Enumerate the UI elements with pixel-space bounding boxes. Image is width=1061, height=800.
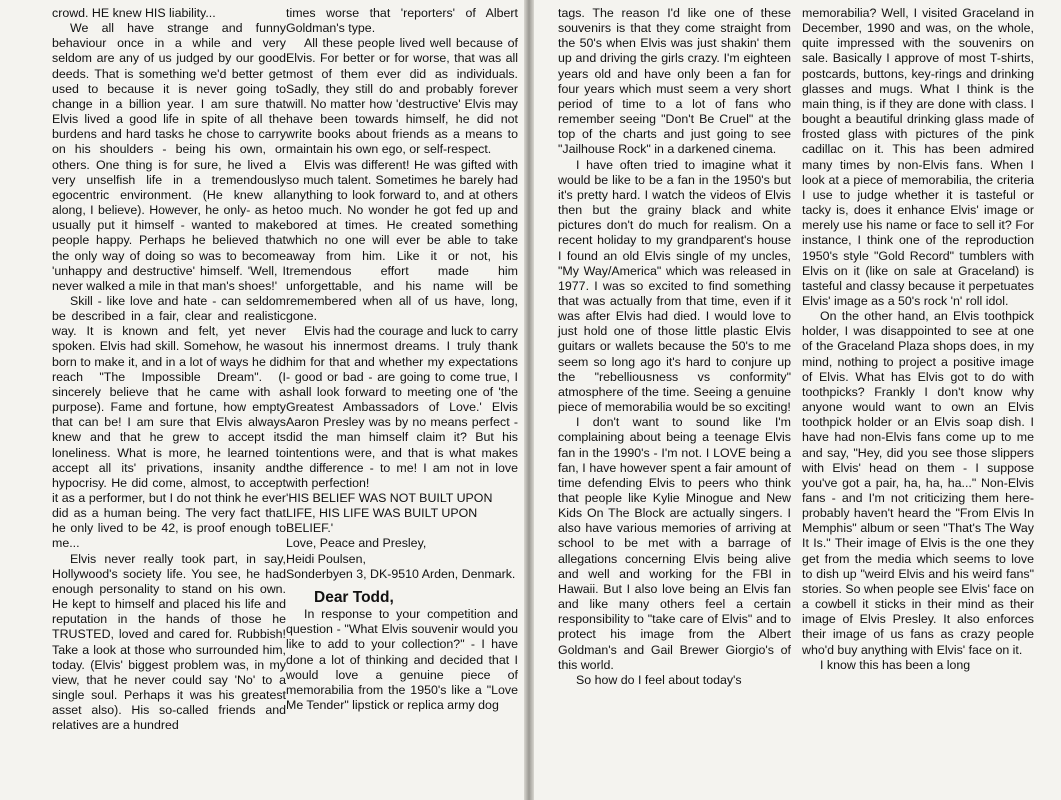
paragraph: Elvis had the courage and luck to carry out his innermost dreams. I truly thank him for that and whether my expectations - good or bad - are going to come true, I shall look forward to meeting one of 'the Greatest Ambassadors of Love.' Elvis Aaron Presley was by no means perfect - did the man himself claim it? But his intentions were, and that is what makes the difference - to me! I am not in love with perfection! — [286, 324, 518, 490]
paragraph: memorabilia? Well, I visited Graceland in December, 1990 and was, on the whole, quite impressed with the souvenirs on sale. Basically I approve of most T-shirts, postcards, buttons, key-rings and drinking glasses and mugs. What I think is the main thing, is if they are done with class. I bought a beautiful drinking glass made of frosted glass with pictures of the pink cadillac on it. This has been admired many times by non-Elvis fans. When I look at a piece of memorabilia, the criteria I use to judge whether it is tasteful or tacky is, does it enhance Elvis' image or merely use his name or face to sell it? For instance, I think one of the reproduction 1950's style "Gold Record" tumblers with Elvis on it (like on sale at Graceland) is tasteful and classy because it perpetuates Elvis' image as a 50's rock 'n' roll idol. — [802, 6, 1034, 308]
paragraph: All these people lived well because of Elvis. For better or for worse, that was all most of them ever did as individuals. Sadly, they still do and probably forever will. No matter how 'destructive' Elvis may have been towards himself, he did not write books about friends as a means to maintain his own ego, or self-respect. — [286, 36, 518, 157]
paragraph: tags. The reason I'd like one of these souvenirs is that they come straight from the 50's when Elvis was just shakin' them up and driving the girls crazy. I'm eighteen years old and have only been a fan for four years which must seem a very short period of time to a lot of fans who remember seeing "Don't Be Cruel" at the top of the charts and just going to see "Jailhouse Rock" in a darkened cinema. — [558, 6, 791, 157]
letter-name: Heidi Poulsen, — [286, 551, 366, 566]
page-gutter — [524, 0, 534, 800]
paragraph: In response to your competition and question - "What Elvis souvenir would you like to add to your collection?" - I have done a lot of thinking and decided that I would love a genuine piece of memorabilia from the 1950's like a "Love Me Tender" lipstick or replica army dog — [286, 607, 518, 713]
paragraph: We all have strange and funny behaviour once in a while and very seldom are any of us judged by our good deeds. That is something we'd better get used to because it is never going to change in a billion year. I am sure that Elvis lived a good life in spite of all the burdens and hard tasks he chose to carry on his shoulders - being his own, or others. One thing is for sure, he lived a very unselfish life in a tremendously egocentric environment. (He knew all along, I believe). However, he only- as he usually put it himself - wanted to make people happy. Perhaps he believed that the only way of doing so was to become 'unhappy and destructive' himself. 'Well, I never walked a mile in that man's shoes!' — [52, 21, 286, 293]
column-3 — [558, 6, 791, 688]
right-page — [534, 0, 1061, 800]
letter-signoff: Love, Peace and Presley, — [286, 536, 427, 551]
paragraph: Skill - like love and hate - can seldom be described in a fair, clear and realistic way. It is known and felt, yet never spoken. Elvis had skill. Somehow, he was born to make it, and in a lot of ways he did reach "The Impossible Dream". (I sincerely believe that he came with a purpose). Fame and fortune, how empty that can be! I am sure that Elvis always knew and that he grew to accept its loneliness. What is more, he learned to accept all its' privations, insanity and hypocrisy. He did come, almost, to accept it as a performer, but I do not think he ever did as a human being. The very fact that he only lived to be 42, is proof enough to me... — [52, 293, 286, 551]
letter-address: Sonderbyen 3, DK-9510 Arden, Denmark. — [286, 566, 516, 581]
paragraph: On the other hand, an Elvis toothpick holder, I was disappointed to see at one of the Graceland Plaza shops does, in my mind, nothing to project a positive image of Elvis. What has Elvis got to do with toothpicks? Frankly I don't know why anyone would want to own an Elvis toothpick holder or an Elvis soap dish. I have had non-Elvis fans come up to me and say, "Hey, did you see those slippers with Elvis' head on them - I suppose you've got a pair, ha, ha, ha..." Non-Elvis fans - and I'm not criticizing them here- probably haven't heard the "From Elvis In Memphis" album or seen "That's The Way It Is." Their image of Elvis is the one they get from the media which seems to love to dish up "weird Elvis and his weird fans" stories. So when people see Elvis' face on a cowbell it sticks in their mind as their image of Elvis Presley. It also enforces their image of us fans as crazy people who'd buy anything with Elvis' face on it. — [802, 309, 1034, 657]
paragraph: Elvis never really took part, in say, Hollywood's society life. You see, he had enough personality to stand on his own. He kept to himself and placed his life and reputation in the hands of those he TRUSTED, loved and cared for. Rubbish! Take a look at those who surrounded him, today. (Elvis' biggest problem was, in my view, that he never could say 'No' to a single soul. Perhaps it was his greatest asset also). His so-called friends and relatives are a hundred — [52, 551, 286, 733]
paragraph: crowd. HE knew HIS liability... — [52, 6, 216, 20]
paragraph: I know this has been a long — [820, 657, 971, 672]
column-4 — [802, 6, 1034, 673]
paragraph: I have often tried to imagine what it would be like to be a fan in the 1950's but it's pretty hard. I watch the videos of Elvis then but the grainy black and white pictures don't do much for realism. On a recent holiday to my grandparent's house I found an old Elvis single of my uncles, "My Way/America" which was released in 1977. I was so excited to find something that was actually from that time, even if it was after Elvis had died. I would love to just hold one of those little plastic Elvis guitars or wallets because the 50's to me seem so long ago it's hard to conjure up the "rebelliousness vs conformity" atmosphere of the time. Seeing a genuine piece of memorabilia would be so exciting! — [558, 157, 791, 415]
paragraph: I don't want to sound like I'm complaining about being a teenage Elvis fan in the 1990's - I'm not. I LOVE being a fan, I have however spent a fair amount of time defending Elvis to peers who think that people like Kylie Minogue and New Kids On The Block are actually singers. I also have various memories of arriving at school to be met with a barrage of allegations concerning Elvis being alive and well and working for the FBI in Hawaii. But I also love being an Elvis fan and like many others feel a certain responsibility to "take care of Elvis" and to protect his image from the Albert Goldman's and Gail Brewer Giorgio's of this world. — [558, 415, 791, 672]
left-page — [0, 0, 524, 800]
closing-quote: 'HIS BELIEF WAS NOT BUILT UPON LIFE, HIS LIFE WAS BUILT UPON BELIEF.' — [286, 491, 493, 536]
paragraph: Elvis was different! He was gifted with so much talent. Sometimes he barely had anything to look forward to, and at others too much. No wonder he got fed up and bored at times. He created something which no one will ever be able to take away from him. Like it or not, his tremendous effort made him unforgettable, and his name will be remembered when all of us have, long, gone. — [286, 157, 518, 324]
column-1 — [52, 6, 286, 734]
letter-heading: Dear Todd, — [314, 588, 394, 606]
paragraph: So how do I feel about today's — [576, 672, 742, 687]
paragraph: times worse that 'reporters' of Albert Goldman's type. — [286, 6, 518, 36]
column-2 — [286, 6, 518, 713]
